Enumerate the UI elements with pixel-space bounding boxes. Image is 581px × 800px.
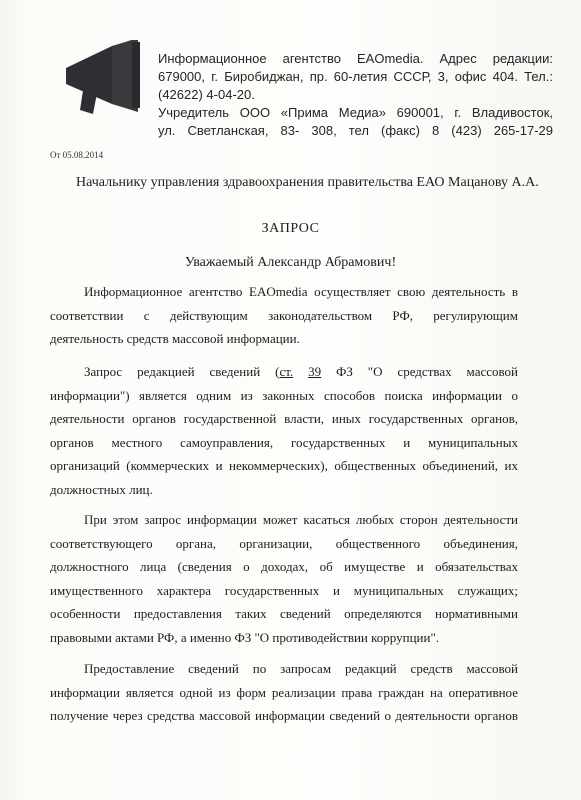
text-line: При этом запрос информации может касаться любых сторон деятельности xyxy=(84,512,518,527)
paragraph-2 xyxy=(50,360,518,501)
text-line: информации является одной из форм реализации права граждан на оперативное xyxy=(50,684,518,700)
document-date: От 05.08.2014 xyxy=(50,150,104,160)
text-line: должностных лиц. xyxy=(50,481,153,497)
agency-header xyxy=(158,50,553,140)
header-line: 679000, г. Биробиджан, пр. 60-летия СССР, 3, офис 404. Тел.: xyxy=(158,69,553,84)
header-line: Информационное агентство EAOmedia. Адрес редакции: xyxy=(158,51,553,66)
text-line: Предоставление сведений по запросам редакций средств массовой xyxy=(84,661,518,676)
megaphone-icon xyxy=(62,40,142,120)
recipient-line: Начальнику управления здравоохранения правительства ЕАО Мацанову А.А. xyxy=(76,175,539,190)
header-line: (42622) 4-04-20. xyxy=(158,87,255,102)
text-line: органов местного самоуправления, государственных и муниципальных xyxy=(50,434,518,450)
law-article-number-link[interactable]: 39 xyxy=(308,364,322,379)
text-line: особенности предоставления таких сведений определяются нормативными xyxy=(50,606,518,621)
text-line: организаций (коммерческих и некоммерческих), общественных объединений, их xyxy=(50,458,518,473)
text-line: получение через средства массовой информации сведений о деятельности органов xyxy=(50,708,518,723)
text-line: деятельность средств массовой информации. xyxy=(50,331,300,346)
text-line: имущественного характера государственных и муниципальных служащих; xyxy=(50,582,518,598)
paragraph-1 xyxy=(50,280,518,351)
text-line: должностного лица (сведения о доходах, об имуществе и обязательствах xyxy=(50,559,518,574)
paragraph-3 xyxy=(50,508,518,649)
text-line: Запрос редакцией сведений (ст. 39 ФЗ "О средствах массовой xyxy=(84,364,519,379)
text-line: информации") является одним из законных способов поиска информации о xyxy=(50,387,518,403)
greeting: Уважаемый Александр Абрамович! xyxy=(184,255,397,270)
text-line: соответствии с действующим законодательством РФ, регулирующим xyxy=(50,307,518,323)
text-line: Информационное агентство EAOmedia осуществляет свою деятельность в xyxy=(84,284,518,299)
paragraph-4 xyxy=(50,657,518,728)
law-article-link[interactable]: ст. xyxy=(279,364,294,379)
header-line: Учредитель ООО «Прима Медиа» 690001, г. Владивосток, xyxy=(158,105,553,120)
text-line: деятельности органов государственной власти, иных государственных органов, xyxy=(50,411,518,426)
text-line: соответствующего органа, организации, общественного объединения, xyxy=(50,535,518,551)
header-line: ул. Светланская, 83- 308, тел (факс) 8 (423) 265-17-29 xyxy=(158,123,553,138)
text-line: правовыми актами РФ, а именно ФЗ "О противодействии коррупции". xyxy=(50,629,439,645)
document-title: ЗАПРОС xyxy=(261,221,320,236)
